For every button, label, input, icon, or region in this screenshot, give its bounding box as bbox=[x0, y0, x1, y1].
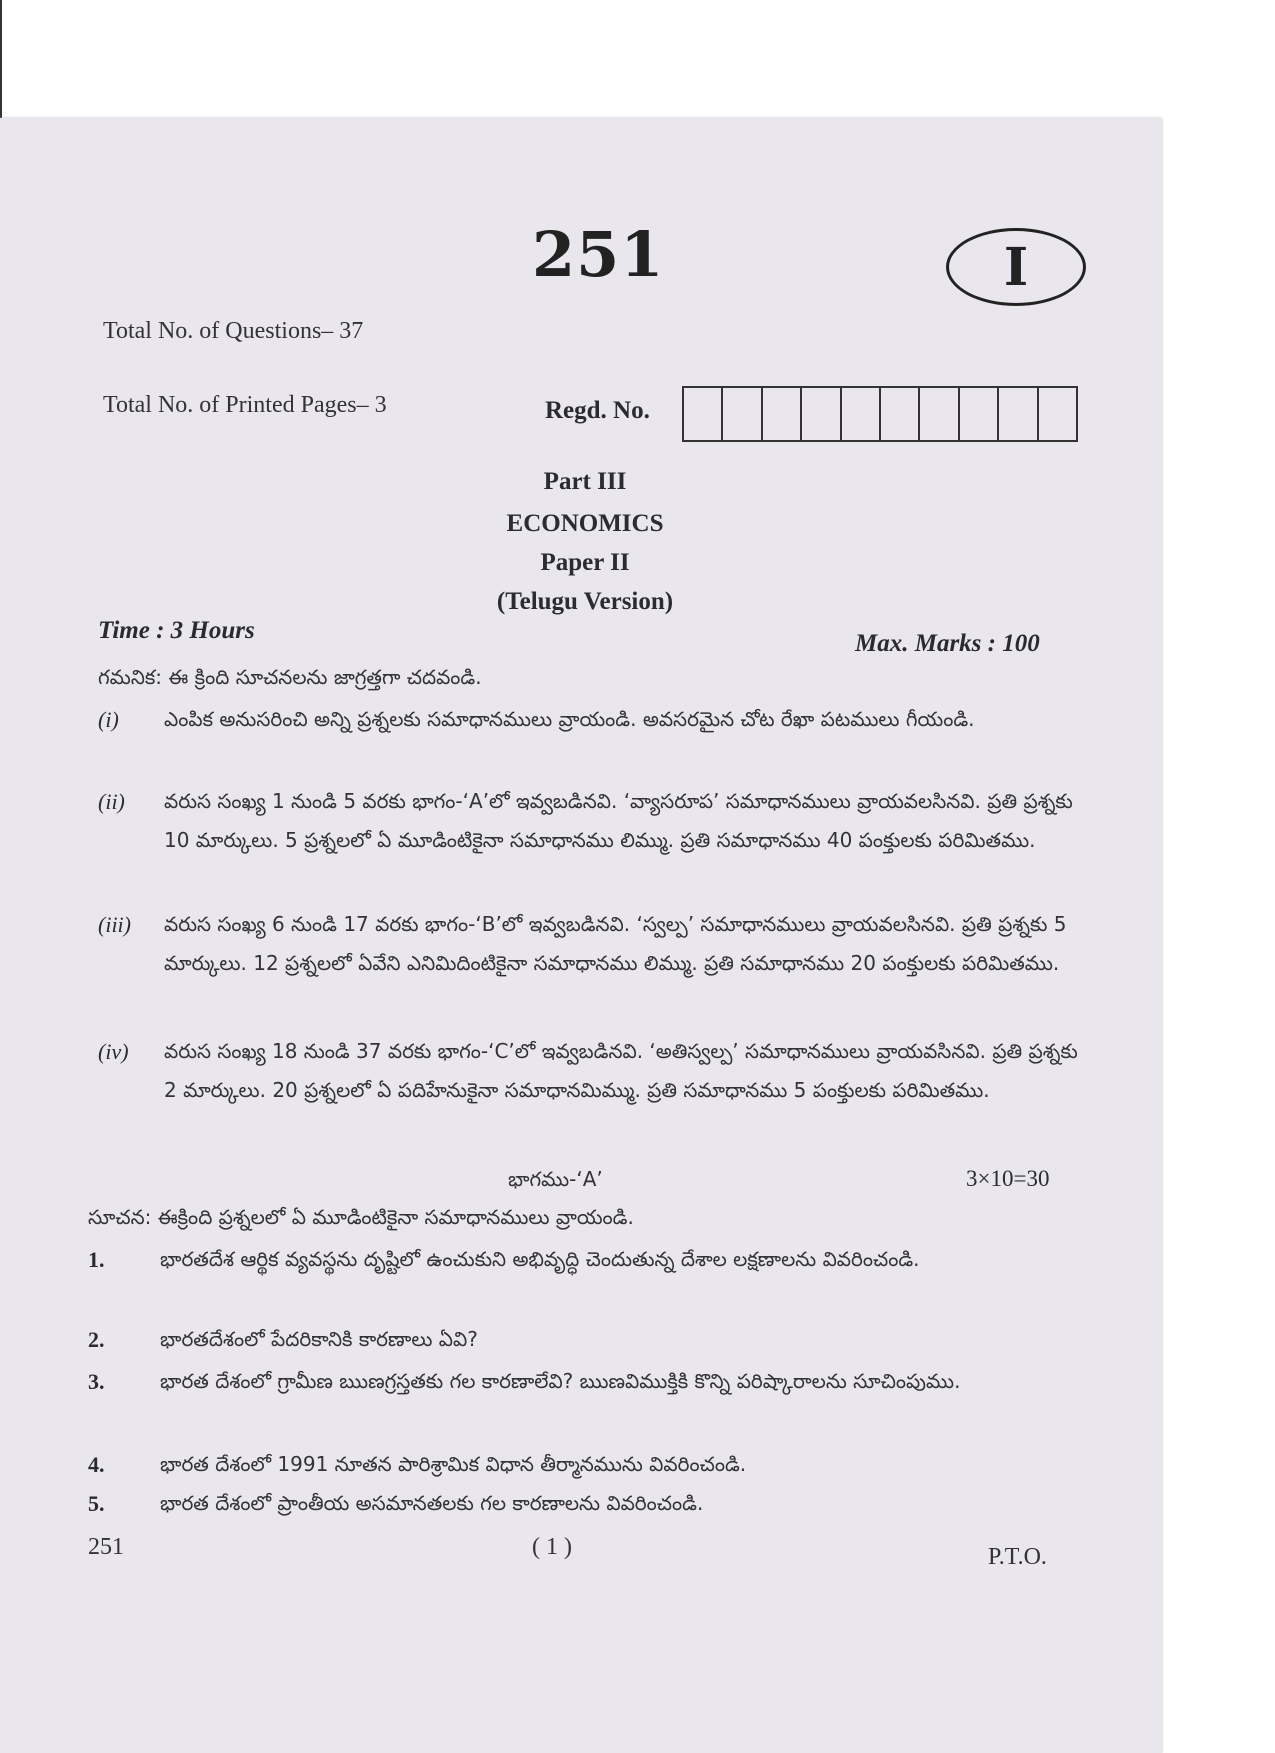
total-pages: Total No. of Printed Pages– 3 bbox=[103, 392, 387, 418]
question-number: 1. bbox=[88, 1247, 105, 1272]
instruction-number: (iii) bbox=[98, 912, 131, 937]
instruction-item bbox=[98, 905, 1078, 983]
regd-cell[interactable] bbox=[802, 388, 841, 440]
instruction-number: (i) bbox=[98, 707, 119, 732]
subject-title: ECONOMICS bbox=[506, 510, 664, 537]
question-number: 4. bbox=[88, 1452, 105, 1477]
paper-title: Paper II bbox=[540, 549, 630, 576]
question-text: భారత దేశంలో గ్రామీణ ఋణగ్రస్తతకు గల కారణాలేవి? ఋణవిముక్తికి కొన్ని పరిష్కారాలను సూచింపుము. bbox=[160, 1369, 961, 1393]
paper-code: 251 bbox=[532, 218, 665, 291]
instruction-number: (iv) bbox=[98, 1039, 129, 1064]
section-a-marks: 3×10=30 bbox=[966, 1166, 1050, 1191]
footer-code: 251 bbox=[88, 1534, 124, 1560]
question-text: భారత దేశంలో 1991 నూతన పారిశ్రామిక విధాన తీర్మానమును వివరించండి. bbox=[160, 1452, 747, 1476]
question-item bbox=[88, 1362, 1078, 1401]
question-item bbox=[88, 1320, 1078, 1359]
instruction-text: ఎంపిక అనుసరించి అన్ని ప్రశ్నలకు సమాధానములు వ్రాయండి. అవసరమైన చోట రేఖా పటములు గీయండి. bbox=[164, 707, 975, 731]
question-text: భారతదేశంలో పేదరికానికి కారణాలు ఏవి? bbox=[160, 1327, 478, 1351]
question-item bbox=[88, 1445, 1078, 1484]
version-title: (Telugu Version) bbox=[496, 588, 674, 615]
question-number: 3. bbox=[88, 1369, 105, 1394]
regd-label: Regd. No. bbox=[545, 397, 650, 424]
regd-number-boxes[interactable] bbox=[682, 386, 1078, 442]
set-code: I bbox=[1003, 236, 1029, 298]
regd-cell[interactable] bbox=[842, 388, 881, 440]
time-allowed: Time : 3 Hours bbox=[98, 617, 255, 644]
regd-cell[interactable] bbox=[1039, 388, 1076, 440]
regd-cell[interactable] bbox=[723, 388, 762, 440]
section-a-title: భాగము-‘A’ bbox=[508, 1167, 603, 1191]
regd-cell[interactable] bbox=[960, 388, 999, 440]
regd-cell[interactable] bbox=[881, 388, 920, 440]
question-number: 2. bbox=[88, 1327, 105, 1352]
regd-cell[interactable] bbox=[763, 388, 802, 440]
instruction-text: వరుస సంఖ్య 6 నుండి 17 వరకు భాగం-‘B’లో ఇవ్వబడినవి. ‘స్వల్ప’ సమాధానములు వ్రాయవలసినవి. ప్రతి ప్రశ్నకు 5 మార్కులు. 12 ప్రశ్నలలో ఏవేని ఎనిమిదింటికైనా సమాధానము లిమ్ము. ప్రతి సమాధానము 20 పంక్తులకు పరిమితము. bbox=[164, 912, 1067, 975]
instruction-item bbox=[98, 1032, 1078, 1110]
scan-edge bbox=[0, 0, 2, 130]
instruction-item bbox=[98, 700, 1078, 739]
instruction-item bbox=[98, 782, 1078, 860]
total-questions: Total No. of Questions– 37 bbox=[103, 318, 364, 344]
question-text: భారతదేశ ఆర్థిక వ్యవస్థను దృష్టిలో ఉంచుకుని అభివృద్ధి చెందుతున్న దేశాల లక్షణాలను వివరించండి. bbox=[160, 1247, 920, 1271]
regd-cell[interactable] bbox=[999, 388, 1038, 440]
pto-label: P.T.O. bbox=[988, 1544, 1047, 1570]
section-a-note: సూచన: ఈక్రింది ప్రశ్నలలో ఏ మూడింటికైనా సమాధానములు వ్రాయండి. bbox=[88, 1205, 634, 1229]
instruction-text: వరుస సంఖ్య 1 నుండి 5 వరకు భాగం-‘A’లో ఇవ్వబడినవి. ‘వ్యాసరూప’ సమాధానములు వ్రాయవలసినవి. ప్రతి ప్రశ్నకు 10 మార్కులు. 5 ప్రశ్నలలో ఏ మూడింటికైనా సమాధానము లిమ్ము. ప్రతి సమాధానము 40 పంక్తులకు పరిమితము. bbox=[164, 789, 1073, 852]
question-text: భారత దేశంలో ప్రాంతీయ అసమానతలకు గల కారణాలను వివరించండి. bbox=[160, 1491, 704, 1515]
instruction-number: (ii) bbox=[98, 789, 125, 814]
regd-cell[interactable] bbox=[920, 388, 959, 440]
page-number: ( 1 ) bbox=[532, 1534, 572, 1560]
question-item bbox=[88, 1484, 1078, 1523]
instruction-text: వరుస సంఖ్య 18 నుండి 37 వరకు భాగం-‘C’లో ఇవ్వబడినవి. ‘అతిస్వల్ప’ సమాధానములు వ్రాయవసినవి. ప్రతి ప్రశ్నకు 2 మార్కులు. 20 ప్రశ్నలలో ఏ పదిహేనుకైనా సమాధానమిమ్ము. ప్రతి సమాధానము 5 పంక్తులకు పరిమితము. bbox=[164, 1039, 1078, 1102]
part-title: Part III bbox=[543, 468, 627, 495]
general-note: గమనిక: ఈ క్రింది సూచనలను జాగ్రత్తగా చదవండి. bbox=[98, 665, 482, 689]
regd-cell[interactable] bbox=[684, 388, 723, 440]
question-number: 5. bbox=[88, 1491, 105, 1516]
max-marks: Max. Marks : 100 bbox=[855, 630, 1040, 657]
question-item bbox=[88, 1240, 1078, 1279]
set-code-oval bbox=[946, 228, 1086, 306]
